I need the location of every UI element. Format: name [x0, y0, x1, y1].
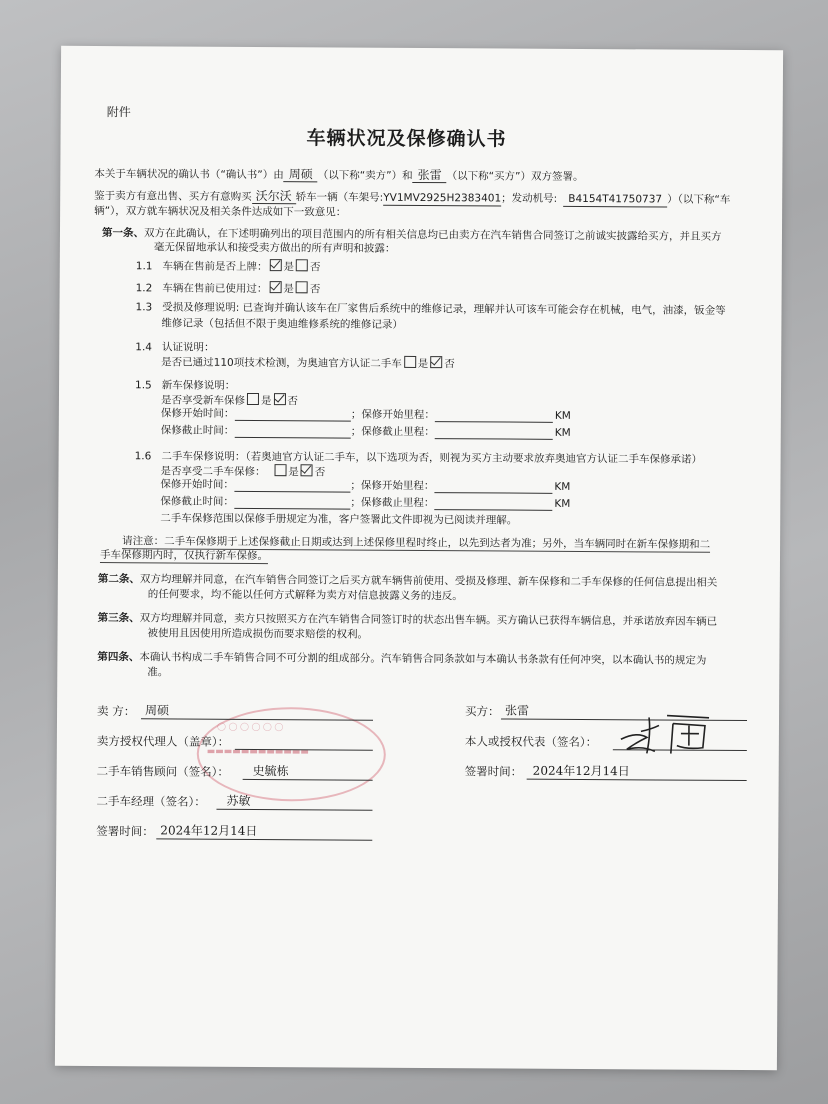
warranty-end-time-label: 保修截止时间： [160, 424, 235, 437]
section-1-3: 1.3 受损及修理说明: 已查询并确认该车在厂家售后系统中的维修记录，理解并认可该车可能会存在机械，电气，油漆，钣金等 [135, 301, 726, 317]
buyer-signature-value: 张雷 [505, 703, 530, 718]
checkbox-1-4-yes[interactable] [404, 356, 416, 368]
company-seal-mark: ◯ ◯ ◯ ◯ ◯ ◯ [216, 721, 284, 732]
warranty-start-km-label: ；保修开始里程： [350, 408, 435, 422]
used-warranty-scope: 二手车保修范围以保修手册规定为准，客户签署此文件即视为已阅读并理解。 [160, 512, 518, 527]
section-1-4: 1.4 认证说明： [135, 341, 215, 354]
vehicle-brand: 沃尔沃 [252, 189, 296, 204]
section-1-5-question: 是否享受新车保修 是 否 [160, 394, 298, 408]
manager-signature-value: 苏敏 [226, 793, 251, 808]
handwritten-signature-icon [617, 709, 727, 760]
warranty-end-time-field[interactable] [235, 437, 351, 439]
article-1-line-2: 毫无保留地承认和接受卖方做出的所有声明和披露： [153, 241, 396, 255]
article-2-line-2: 的任何要求，均不能以任何方式解释为卖方对信息披露义务的违反。 [147, 588, 463, 603]
checkbox-1-1-no[interactable] [296, 259, 308, 271]
intro-line-2: 鉴于卖方有意出售、买方有意购买 沃尔沃 轿车一辆（车架号:YV1MV2925H2383401；发动机号: B4154T41750737 ）（以下称“车 [94, 188, 731, 206]
checkbox-1-2-no[interactable] [296, 281, 308, 293]
section-1-1: 1.1 车辆在售前是否上牌： 是 否 [135, 260, 321, 274]
vin-value: YV1MV2925H2383401 [383, 191, 502, 205]
sign-date-value-right: 2024年12月14日 [532, 763, 630, 779]
sign-date-label-right: 签署时间： [464, 764, 523, 779]
warranty-start-time-field[interactable] [235, 420, 351, 422]
km-unit: KM [554, 409, 571, 422]
warranty-start-km-field[interactable] [435, 421, 553, 423]
checkbox-1-6-yes[interactable] [274, 464, 286, 476]
article-3-line-2: 被使用且因使用所造成损伤而要求赔偿的权利。 [147, 627, 369, 641]
used-end-time-label: 保修截止时间： [160, 495, 234, 508]
checkbox-1-5-yes[interactable] [247, 393, 259, 405]
intro-buyer-name: 张雷 [413, 168, 447, 183]
company-seal-mark: ▬▬▬▬▬▬▬▬▬▬▬▬ [206, 746, 309, 758]
used-end-km-label: ；保修截止里程： [350, 496, 435, 510]
sign-date-value-left: 2024年12月14日 [160, 823, 258, 839]
article-1: 第一条、双方在此确认，在下述明确列出的项目范围内的所有相关信息均已由卖方在汽车销售合同签订之前诚实披露给买方，并且买方 [101, 227, 722, 243]
used-start-time-field[interactable] [234, 491, 350, 493]
section-1-2: 1.2 车辆在售前已使用过： 是 否 [135, 282, 321, 296]
used-start-time-label: 保修开始时间： [160, 478, 234, 491]
section-1-6: 1.6 二手车保修说明：（若奥迪官方认证二手车，以下选项为否，则视为买方主动要求放弃奥迪官方认证二手车保修承诺） [134, 450, 703, 466]
sign-date-label-left: 签署时间： [96, 824, 154, 839]
checkbox-1-2-yes[interactable] [269, 281, 281, 293]
buyer-rep-label: 本人或授权代表（签名）： [464, 734, 598, 750]
document-title: 车辆状况及保修确认书 [306, 127, 507, 151]
section-1-6-question: 是否享受二手车保修： 是 否 [160, 465, 326, 479]
manager-signature-line[interactable] [216, 809, 372, 811]
sign-date-line-left[interactable] [156, 838, 372, 840]
note-line-2: 手车保修期内时，仅执行新车保修。 [99, 549, 269, 563]
intro-line-1: 本关于车辆状况的确认书（“确认书”）由 周硕 （以下称“卖方”）和 张雷 （以下称“买方”）双方签署。 [94, 167, 584, 183]
warranty-end-km-label: ；保修截止里程： [350, 425, 435, 439]
checkbox-1-5-no[interactable] [273, 393, 285, 405]
document-page [55, 46, 783, 1070]
engine-number: B4154T41750737 [563, 192, 667, 208]
sign-date-line-right[interactable] [527, 779, 747, 781]
used-end-km-field[interactable] [434, 509, 552, 511]
checkbox-1-1-yes[interactable] [269, 259, 281, 271]
warranty-end-km-field[interactable] [435, 438, 553, 440]
section-1-3-line-2: 维修记录（包括但不限于奥迪维修系统的维修记录） [161, 317, 403, 331]
km-unit: KM [554, 480, 571, 493]
km-unit: KM [554, 497, 571, 510]
note-line-1: 请注意：二手车保修期于上述保修截止日期或达到上述保修里程时终止，以先到达者为准；另外，当车辆同时在新车保修期和二 [122, 535, 711, 551]
buyer-label: 买方： [465, 704, 500, 719]
seller-agent-label: 卖方授权代理人（盖章）： [96, 734, 230, 749]
attachment-label: 附件 [106, 105, 131, 120]
used-start-km-field[interactable] [434, 492, 552, 494]
seller-label: 卖 方： [97, 704, 136, 719]
section-1-4-question: 是否已通过110项技术检测，为奥迪官方认证二手车 是 否 [161, 356, 455, 371]
article-2: 第二条、双方均理解并同意，在汽车销售合同签订之后买方就车辆售前使用、受损及修理、新车保修和二手车保修的任何信息提出相关 [97, 573, 718, 589]
used-start-km-label: ；保修开始里程： [350, 479, 435, 493]
km-unit: KM [554, 426, 571, 439]
seller-signature-value: 周硕 [145, 703, 170, 718]
checkbox-1-6-no[interactable] [301, 464, 313, 476]
warranty-start-time-label: 保修开始时间： [160, 407, 235, 420]
used-end-time-field[interactable] [234, 508, 350, 510]
article-4-line-2: 准。 [147, 666, 169, 679]
consultant-signature-value: 史毓栋 [252, 763, 289, 779]
manager-label: 二手车经理（签名）： [96, 794, 206, 809]
article-4: 第四条、本确认书构成二手车销售合同不可分割的组成部分。汽车销售合同条款如与本确认书条款有任何冲突，以本确认书的规定为 [97, 651, 707, 667]
consultant-label: 二手车销售顾问（签名）： [96, 764, 229, 779]
checkbox-1-4-no[interactable] [430, 356, 442, 368]
article-3: 第三条、双方均理解并同意，卖方只按照买方在汽车销售合同签订时的状态出售车辆。买方确认已获得车辆信息，并承诺放弃因车辆已 [97, 612, 718, 628]
intro-seller-name: 周硕 [284, 167, 318, 182]
intro-line-3: 辆”），双方就车辆状况及相关条件达成如下一致意见： [94, 205, 347, 219]
section-1-5: 1.5 新车保修说明： [135, 379, 236, 392]
